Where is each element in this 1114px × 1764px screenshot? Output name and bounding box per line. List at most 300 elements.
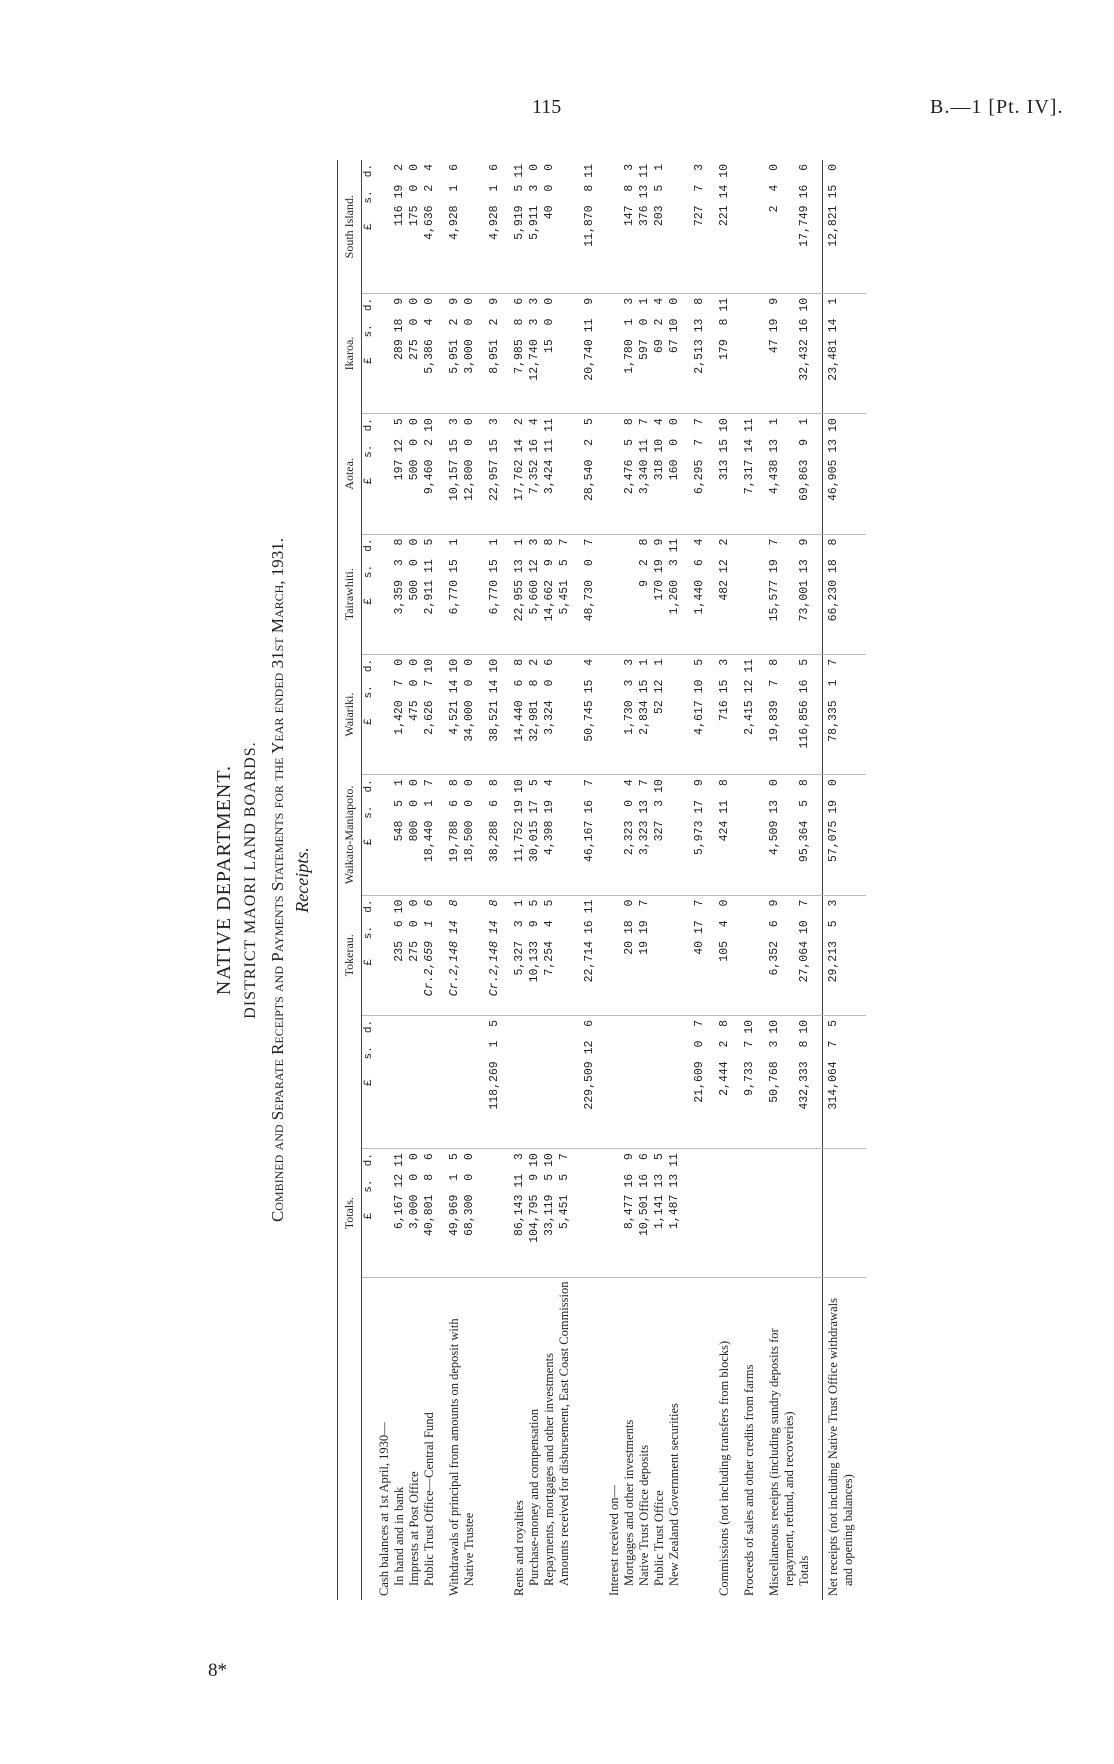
amount-cell-totals2 bbox=[607, 1015, 692, 1148]
amount-line: 9 2 8 bbox=[638, 538, 651, 587]
amount-line bbox=[462, 539, 477, 650]
amount-line: 21,609 0 7 bbox=[693, 1019, 706, 1103]
amount-line bbox=[487, 1153, 502, 1273]
col-header: Totals. bbox=[338, 1149, 362, 1278]
amount-cell-tairawhiti bbox=[487, 534, 512, 654]
amount-line: 7,254 4 5 bbox=[543, 899, 556, 976]
amount-line bbox=[782, 539, 797, 650]
amount-line: 6,770 15 1 bbox=[448, 538, 461, 615]
amount-line: 3,000 0 0 bbox=[463, 297, 476, 374]
amount-line: 19 19 7 bbox=[638, 899, 651, 955]
amount-line: 2,444 2 8 bbox=[718, 1019, 731, 1096]
amount-line bbox=[557, 659, 572, 770]
amount-line: 548 5 1 bbox=[393, 779, 406, 842]
amount-line: 424 11 8 bbox=[718, 779, 731, 842]
amount-line: 116 19 2 bbox=[393, 164, 406, 227]
amount-line: 7,985 8 6 bbox=[513, 297, 526, 374]
statement-title: Combined and Separate Receipts and Payments Statements for the Year ended 31st March, 1931. bbox=[268, 537, 287, 1223]
amount-cell-ikaroa bbox=[607, 293, 692, 413]
unit-label: £ s. d. bbox=[362, 1015, 378, 1148]
amount-line: 17,762 14 2 bbox=[513, 418, 526, 502]
amount-line: 9,733 7 10 bbox=[743, 1019, 756, 1096]
amount-line: 67 10 0 bbox=[668, 297, 681, 354]
row-description bbox=[582, 1278, 607, 1600]
amount-line bbox=[782, 418, 797, 529]
amount-cell-aotea bbox=[742, 414, 767, 534]
amount-line bbox=[377, 1153, 392, 1273]
amount-line: 48,730 0 7 bbox=[583, 538, 596, 622]
amount-line: 49,969 1 5 bbox=[448, 1153, 461, 1236]
amount-line bbox=[767, 1153, 782, 1273]
amount-cell-aotea bbox=[447, 414, 487, 534]
unit-label: £ s. d. bbox=[362, 895, 378, 1015]
amount-line bbox=[542, 1020, 557, 1144]
description-line bbox=[692, 1282, 707, 1596]
amount-line: 10,157 15 3 bbox=[448, 418, 461, 502]
amount-cell-totals2 bbox=[692, 1015, 717, 1148]
description-line: Net receipts (not including Native Trust Office withdrawals bbox=[826, 1298, 840, 1596]
amount-line bbox=[826, 1153, 841, 1273]
amount-line: 3,324 0 6 bbox=[543, 658, 556, 735]
amount-line bbox=[667, 164, 682, 289]
amount-cell-south bbox=[512, 160, 582, 293]
amount-line bbox=[462, 900, 477, 1011]
unit-label: £ s. d. bbox=[362, 414, 378, 534]
amount-line: 105 4 0 bbox=[718, 899, 731, 962]
amount-cell-waiariki bbox=[582, 654, 607, 774]
amount-line bbox=[377, 418, 392, 529]
amount-line: 8,951 2 9 bbox=[488, 297, 501, 374]
amount-line bbox=[607, 539, 622, 650]
amount-cell-tairawhiti bbox=[512, 534, 582, 654]
amount-cell-south bbox=[582, 160, 607, 293]
amount-line bbox=[782, 1020, 797, 1144]
amount-line bbox=[742, 298, 757, 409]
amount-cell-tokerau bbox=[447, 895, 487, 1015]
amount-line: 46,905 13 10 bbox=[827, 418, 840, 502]
amount-line: 482 12 2 bbox=[718, 538, 731, 601]
description-line: Repayments, mortgages and other investments bbox=[542, 1353, 556, 1586]
unit-row bbox=[362, 160, 378, 1600]
amount-line: 27,064 10 7 bbox=[798, 899, 811, 983]
amount-line: 4,928 1 6 bbox=[488, 164, 501, 240]
amount-line: 229,509 12 6 bbox=[583, 1019, 596, 1110]
unit-label: £ s. d. bbox=[362, 534, 378, 654]
amount-cell-south bbox=[717, 160, 742, 293]
amount-line: 1,780 1 3 bbox=[623, 297, 636, 374]
amount-line: 78,335 1 7 bbox=[827, 658, 840, 742]
amount-line bbox=[407, 1020, 422, 1144]
amount-line: 1,141 13 5 bbox=[653, 1153, 666, 1230]
amount-line: 18,440 1 7 bbox=[423, 779, 436, 863]
amount-line: 5,951 2 9 bbox=[448, 297, 461, 374]
amount-cell-totals1 bbox=[717, 1149, 742, 1278]
amount-line: 10,133 9 5 bbox=[528, 899, 541, 983]
amount-cell-south bbox=[377, 160, 447, 293]
amount-cell-tokerau bbox=[717, 895, 742, 1015]
amount-line: 2,513 13 8 bbox=[693, 297, 706, 374]
amount-line bbox=[607, 298, 622, 409]
amount-line bbox=[841, 539, 856, 650]
amount-line: 95,364 5 8 bbox=[798, 779, 811, 863]
description-line: New Zealand Government securities bbox=[667, 1403, 681, 1586]
description-line: Mortgages and other investments bbox=[622, 1419, 636, 1586]
amount-line: 3,323 13 7 bbox=[638, 779, 651, 856]
row-description bbox=[607, 1278, 692, 1600]
description-line: Rents and royalties bbox=[512, 1500, 526, 1596]
amount-line bbox=[841, 900, 856, 1011]
description-line: Proceeds of sales and other credits from farms bbox=[742, 1364, 756, 1596]
amount-cell-waiariki bbox=[823, 654, 867, 774]
amount-line: 32,981 8 2 bbox=[528, 658, 541, 742]
amount-cell-ikaroa bbox=[767, 293, 823, 413]
amount-line bbox=[462, 164, 477, 289]
amount-cell-tairawhiti bbox=[742, 534, 767, 654]
table-row bbox=[607, 160, 692, 1600]
amount-cell-tokerau bbox=[823, 895, 867, 1015]
amount-line: 1,440 6 4 bbox=[693, 538, 706, 615]
amount-line: 15,577 19 7 bbox=[768, 538, 781, 622]
amount-line bbox=[462, 1020, 477, 1144]
amount-cell-waikato bbox=[607, 775, 692, 895]
amount-cell-south bbox=[607, 160, 692, 293]
amount-line bbox=[377, 779, 392, 890]
amount-line: 116,856 16 5 bbox=[798, 658, 811, 749]
section-title: Receipts. bbox=[292, 847, 312, 913]
amount-line: 38,288 6 8 bbox=[488, 779, 501, 863]
amount-cell-ikaroa bbox=[823, 293, 867, 413]
description-line: Interest received on— bbox=[607, 1484, 621, 1596]
amount-line: 12,821 15 0 bbox=[827, 164, 840, 247]
amount-cell-totals2 bbox=[767, 1015, 823, 1148]
amount-line: 32,432 16 10 bbox=[798, 297, 811, 381]
row-description bbox=[717, 1278, 742, 1600]
amount-cell-waikato bbox=[823, 775, 867, 895]
description-line bbox=[582, 1282, 597, 1596]
amount-cell-waiariki bbox=[512, 654, 582, 774]
amount-line bbox=[742, 779, 757, 890]
amount-cell-tairawhiti bbox=[823, 534, 867, 654]
amount-cell-tokerau bbox=[742, 895, 767, 1015]
amount-line: 34,000 0 0 bbox=[463, 658, 476, 742]
amount-line: 6,167 12 11 bbox=[393, 1153, 406, 1230]
amount-line: 50,745 15 4 bbox=[583, 658, 596, 742]
amount-line bbox=[377, 298, 392, 409]
amount-line: 314,064 7 5 bbox=[827, 1019, 840, 1110]
table-row bbox=[692, 160, 717, 1600]
amount-line bbox=[797, 1153, 812, 1273]
amount-cell-waiariki bbox=[607, 654, 692, 774]
amount-line: 4,521 14 10 bbox=[448, 658, 461, 735]
amount-line: 275 0 0 bbox=[408, 899, 421, 962]
amount-line: 475 0 0 bbox=[408, 658, 421, 722]
amount-line bbox=[582, 1153, 597, 1273]
amount-line: 6,295 7 7 bbox=[693, 418, 706, 495]
amount-line: 3,359 3 8 bbox=[393, 538, 406, 615]
amount-line: 14,440 6 8 bbox=[513, 658, 526, 742]
amount-line bbox=[841, 779, 856, 890]
amount-line: 289 18 9 bbox=[393, 297, 406, 360]
amount-line: 2,415 12 11 bbox=[743, 658, 756, 735]
amount-line bbox=[667, 779, 682, 890]
department-title: NATIVE DEPARTMENT. bbox=[213, 764, 235, 996]
amount-line bbox=[667, 900, 682, 1011]
amount-cell-totals1 bbox=[512, 1149, 582, 1278]
amount-cell-waiariki bbox=[447, 654, 487, 774]
amount-cell-aotea bbox=[607, 414, 692, 534]
col-header: Aotea. bbox=[338, 414, 362, 534]
description-line: Commissions (not including transfers from blocks) bbox=[717, 1340, 731, 1596]
table-row bbox=[512, 160, 582, 1600]
amount-line: 11,870 8 11 bbox=[583, 164, 596, 247]
amount-line: 203 5 1 bbox=[653, 164, 666, 227]
table-row bbox=[447, 160, 487, 1600]
amount-line: 160 0 0 bbox=[668, 418, 681, 481]
amount-line bbox=[782, 298, 797, 409]
amount-line: 40 17 7 bbox=[693, 899, 706, 955]
table-row bbox=[767, 160, 823, 1600]
amount-line: 4,928 1 6 bbox=[448, 164, 461, 240]
amount-line: 46,167 16 7 bbox=[583, 779, 596, 863]
amount-line: 2 4 0 bbox=[768, 164, 781, 213]
amount-cell-waiariki bbox=[742, 654, 767, 774]
amount-line: 1,487 13 11 bbox=[668, 1153, 681, 1230]
description-line: Native Trust Office deposits bbox=[637, 1444, 651, 1586]
amount-line: 17,749 16 6 bbox=[798, 164, 811, 247]
amount-line: 40 0 0 bbox=[543, 164, 556, 220]
description-line: In hand and in bank bbox=[392, 1486, 406, 1586]
amount-cell-tokerau bbox=[377, 895, 447, 1015]
amount-line bbox=[782, 779, 797, 890]
amount-line bbox=[557, 1020, 572, 1144]
amount-line: 12,740 3 3 bbox=[528, 297, 541, 381]
amount-cell-south bbox=[487, 160, 512, 293]
amount-cell-tairawhiti bbox=[377, 534, 447, 654]
description-line bbox=[487, 1282, 502, 1596]
amount-cell-ikaroa bbox=[742, 293, 767, 413]
amount-line bbox=[447, 1020, 462, 1144]
amount-line: 15 0 0 bbox=[543, 297, 556, 354]
amount-line: 179 8 11 bbox=[718, 297, 731, 360]
amount-line: 235 6 10 bbox=[393, 899, 406, 962]
amount-line bbox=[841, 1153, 856, 1273]
amount-line: 597 0 1 bbox=[638, 297, 651, 360]
amount-line: 4,398 19 4 bbox=[543, 779, 556, 856]
amount-line bbox=[742, 900, 757, 1011]
amount-line bbox=[717, 1153, 732, 1273]
amount-line: 12,800 0 0 bbox=[463, 418, 476, 502]
amount-line bbox=[607, 1153, 622, 1273]
amount-cell-south bbox=[447, 160, 487, 293]
amount-line: 2,911 11 5 bbox=[423, 538, 436, 615]
amount-cell-tairawhiti bbox=[767, 534, 823, 654]
amount-line: 500 0 0 bbox=[408, 538, 421, 601]
amount-line: 4,636 2 4 bbox=[423, 164, 436, 240]
amount-cell-totals1 bbox=[823, 1149, 867, 1278]
receipts-table bbox=[337, 160, 866, 1600]
table-row bbox=[377, 160, 447, 1600]
amount-line: 52 12 1 bbox=[653, 658, 666, 715]
amount-line: 175 0 0 bbox=[408, 164, 421, 227]
amount-line: 22,955 13 1 bbox=[513, 538, 526, 622]
amount-line bbox=[742, 1153, 757, 1273]
amount-line: Cr.2,148 14 8 bbox=[448, 899, 461, 997]
amount-cell-tokerau bbox=[582, 895, 607, 1015]
amount-cell-totals1 bbox=[742, 1149, 767, 1278]
amount-cell-totals2 bbox=[487, 1015, 512, 1148]
amount-line: 3,340 11 7 bbox=[638, 418, 651, 495]
amount-line: 1,260 3 11 bbox=[668, 538, 681, 615]
amount-line: 432,333 8 10 bbox=[798, 1019, 811, 1110]
amount-line bbox=[692, 1153, 707, 1273]
amount-line: 104,795 9 10 bbox=[528, 1153, 541, 1243]
amount-line bbox=[782, 659, 797, 770]
amount-cell-tairawhiti bbox=[447, 534, 487, 654]
amount-line bbox=[667, 1020, 682, 1144]
description-line: Withdrawals of principal from amounts on deposit with bbox=[447, 1318, 461, 1596]
description-line: Amounts received for disbursement, East Coast Commission bbox=[557, 1281, 571, 1586]
amount-cell-ikaroa bbox=[377, 293, 447, 413]
row-description bbox=[742, 1278, 767, 1600]
amount-cell-ikaroa bbox=[447, 293, 487, 413]
description-line: Totals bbox=[797, 1555, 811, 1586]
amount-line: 19,788 6 8 bbox=[448, 779, 461, 863]
amount-line bbox=[607, 1020, 622, 1144]
title-block bbox=[205, 160, 335, 1600]
description-line: Miscellaneous receipts (including sundry deposits for bbox=[767, 1328, 781, 1596]
amount-line bbox=[377, 164, 392, 289]
amount-line: 6,352 6 9 bbox=[768, 899, 781, 976]
amount-line bbox=[841, 418, 856, 529]
amount-cell-aotea bbox=[377, 414, 447, 534]
amount-line bbox=[742, 164, 757, 289]
amount-line: 3,000 0 0 bbox=[408, 1153, 421, 1230]
amount-cell-aotea bbox=[717, 414, 742, 534]
amount-line bbox=[622, 1020, 637, 1144]
description-line: Purchase-money and compensation bbox=[527, 1408, 541, 1586]
amount-cell-totals2 bbox=[742, 1015, 767, 1148]
amount-line: 5,451 5 7 bbox=[558, 538, 571, 615]
unit-label: £ s. d. bbox=[362, 293, 378, 413]
amount-cell-waiariki bbox=[767, 654, 823, 774]
col-header bbox=[338, 1278, 362, 1600]
table-row bbox=[742, 160, 767, 1600]
amount-line: 2,323 0 4 bbox=[623, 779, 636, 856]
amount-line bbox=[841, 1020, 856, 1144]
amount-line bbox=[377, 659, 392, 770]
amount-line bbox=[841, 164, 856, 289]
amount-cell-totals2 bbox=[447, 1015, 487, 1148]
header-row bbox=[338, 160, 362, 1600]
unit-label: £ s. d. bbox=[362, 1149, 378, 1278]
amount-line bbox=[637, 1020, 652, 1144]
amount-cell-totals1 bbox=[377, 1149, 447, 1278]
amount-line bbox=[841, 298, 856, 409]
amount-cell-ikaroa bbox=[512, 293, 582, 413]
amount-line bbox=[607, 164, 622, 289]
amount-line: 9,460 2 10 bbox=[423, 418, 436, 495]
col-header: Tairawhiti. bbox=[338, 534, 362, 654]
table-row bbox=[487, 160, 512, 1600]
row-description bbox=[512, 1278, 582, 1600]
amount-line: 4,438 13 1 bbox=[768, 418, 781, 495]
amount-line: 66,230 18 8 bbox=[827, 538, 840, 622]
amount-line bbox=[557, 164, 572, 289]
description-line: and opening balances) bbox=[841, 1474, 855, 1586]
amount-line: 2,626 7 10 bbox=[423, 658, 436, 735]
amount-cell-south bbox=[692, 160, 717, 293]
table-row bbox=[823, 160, 867, 1600]
amount-line bbox=[557, 779, 572, 890]
amount-line: 5,973 17 9 bbox=[693, 779, 706, 856]
amount-cell-waikato bbox=[742, 775, 767, 895]
amount-line: 14,662 9 8 bbox=[543, 538, 556, 622]
amount-line bbox=[607, 659, 622, 770]
amount-line: 22,957 15 3 bbox=[488, 418, 501, 502]
col-header: Tokerau. bbox=[338, 895, 362, 1015]
board-title: DISTRICT MAORI LAND BOARDS. bbox=[242, 741, 259, 1019]
amount-line: 5,386 4 0 bbox=[423, 297, 436, 374]
amount-line bbox=[607, 418, 622, 529]
description-line: Public Trust Office—Central Fund bbox=[422, 1412, 436, 1586]
amount-cell-totals2 bbox=[377, 1015, 447, 1148]
amount-cell-totals2 bbox=[717, 1015, 742, 1148]
amount-cell-aotea bbox=[512, 414, 582, 534]
amount-line bbox=[782, 164, 797, 289]
table-row bbox=[582, 160, 607, 1600]
amount-line: 147 8 3 bbox=[623, 164, 636, 227]
amount-line: 68,300 0 0 bbox=[463, 1153, 476, 1236]
amount-cell-waikato bbox=[487, 775, 512, 895]
amount-cell-waikato bbox=[767, 775, 823, 895]
amount-cell-waiariki bbox=[692, 654, 717, 774]
rotated-statement bbox=[205, 160, 985, 1600]
amount-line bbox=[782, 1153, 797, 1273]
col-header: Waikato-Maniapoto. bbox=[338, 775, 362, 895]
amount-cell-tokerau bbox=[607, 895, 692, 1015]
amount-cell-waikato bbox=[377, 775, 447, 895]
footer-mark: 8* bbox=[208, 1660, 227, 1681]
amount-line bbox=[782, 900, 797, 1011]
row-description bbox=[377, 1278, 447, 1600]
amount-line bbox=[377, 900, 392, 1011]
amount-cell-tairawhiti bbox=[607, 534, 692, 654]
amount-cell-waiariki bbox=[377, 654, 447, 774]
amount-line: 8,477 16 9 bbox=[623, 1153, 636, 1230]
row-description bbox=[823, 1278, 867, 1600]
row-description bbox=[487, 1278, 512, 1600]
amount-line: 20,740 11 9 bbox=[583, 297, 596, 381]
amount-line: 69,863 9 1 bbox=[798, 418, 811, 502]
amount-line: 118,269 1 5 bbox=[488, 1019, 501, 1110]
description-line: repayment, refund, and recoveries) bbox=[782, 1411, 796, 1586]
amount-cell-south bbox=[742, 160, 767, 293]
amount-line: 6,770 15 1 bbox=[488, 538, 501, 615]
amount-line bbox=[557, 900, 572, 1011]
amount-line: 38,521 14 10 bbox=[488, 658, 501, 742]
amount-line: 18,500 0 0 bbox=[463, 779, 476, 863]
amount-cell-aotea bbox=[582, 414, 607, 534]
amount-cell-totals2 bbox=[512, 1015, 582, 1148]
amount-line bbox=[841, 659, 856, 770]
amount-line: 170 19 9 bbox=[653, 538, 666, 601]
amount-line: 30,015 17 5 bbox=[528, 779, 541, 863]
amount-line: 1,730 3 3 bbox=[623, 658, 636, 735]
amount-line: 376 13 11 bbox=[638, 164, 651, 227]
amount-line: 20 18 0 bbox=[623, 899, 636, 955]
amount-line: 29,213 5 3 bbox=[827, 899, 840, 983]
amount-line: Cr.2,659 1 6 bbox=[423, 899, 436, 997]
